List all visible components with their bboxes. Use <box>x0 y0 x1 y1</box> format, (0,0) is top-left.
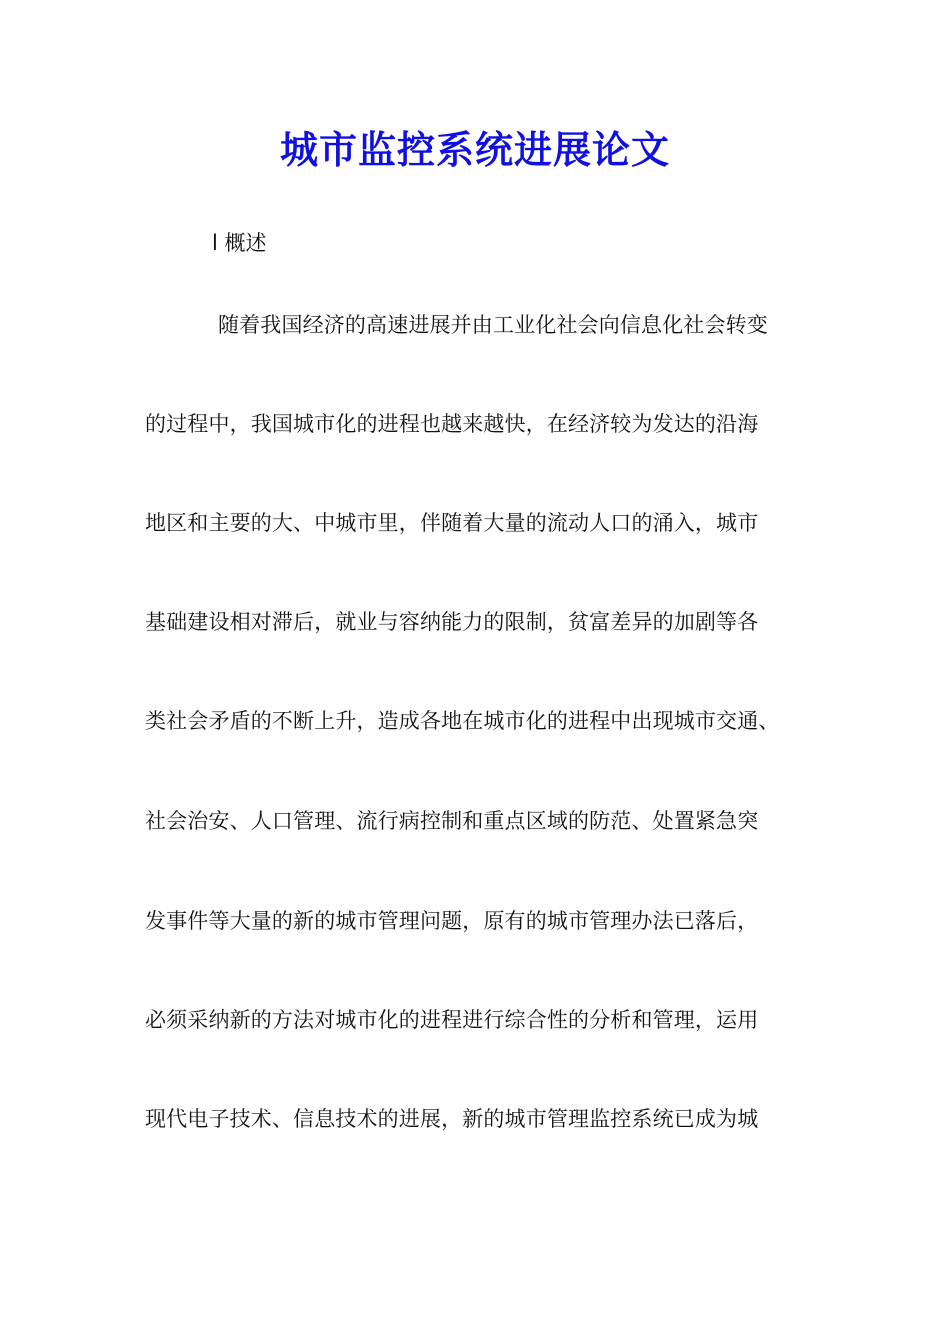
document-title: 城市监控系统进展论文 <box>279 127 670 172</box>
paragraph-line-7: 发事件等大量的新的城市管理问题，原有的城市管理办法已落后， <box>145 909 759 933</box>
paragraph-line-2: 的过程中，我国城市化的进程也越来越快，在经济较为发达的沿海 <box>145 412 759 436</box>
paragraph-line-9: 现代电子技术、信息技术的进展，新的城市管理监控系统已成为城 <box>145 1107 759 1131</box>
paragraph-line-8: 必须采纳新的方法对城市化的进程进行综合性的分析和管理，运用 <box>145 1008 759 1032</box>
paragraph-line-3: 地区和主要的大、中城市里，伴随着大量的流动人口的涌入，城市 <box>145 511 759 535</box>
paragraph-line-4: 基础建设相对滞后，就业与容纳能力的限制，贫富差异的加剧等各 <box>145 610 759 634</box>
section-heading: l 概述 <box>212 231 267 255</box>
paragraph-line-6: 社会治安、人口管理、流行病控制和重点区域的防范、处置紧急突 <box>145 809 759 833</box>
paragraph-line-5: 类社会矛盾的不断上升，造成各地在城市化的进程中出现城市交通、 <box>145 709 780 733</box>
paragraph-line-1: 随着我国经济的高速进展并由工业化社会向信息化社会转变 <box>218 313 768 337</box>
